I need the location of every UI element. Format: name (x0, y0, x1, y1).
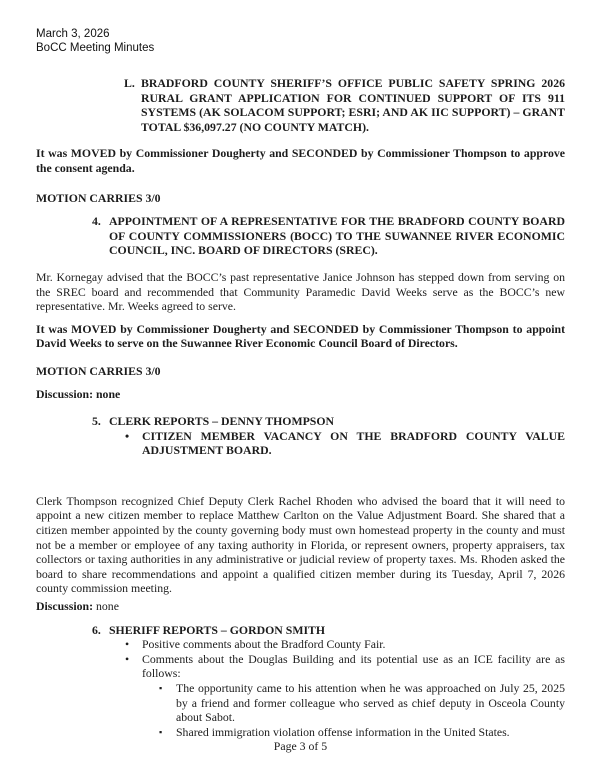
item-5-marker: 5. (92, 414, 101, 429)
item-4-motion-result: MOTION CARRIES 3/0 (36, 363, 161, 378)
discussion-label: Discussion: (36, 599, 94, 614)
document-header (36, 27, 565, 55)
item-5-discussion-line (36, 599, 565, 614)
item-l-text: BRADFORD COUNTY SHERIFF’S OFFICE PUBLIC SAFETY SPRING 2026 RURAL GRANT APPLICATION FOR CONTINUED SUPPORT OF ITS 911 SYSTEMS (AK SOLACOM SUPPORT; ESRI; AND AK IIC SUPPORT) – GRANT TOTAL $36,097.27 (NO COUNTY MATCH). (141, 76, 565, 134)
consent-motion-paragraph: It was MOVED by Commissioner Dougherty and SECONDED by Commissioner Thompson to approve the consent agenda. (36, 146, 565, 175)
square-bullet-icon: ▪ (159, 726, 163, 737)
item-5-title: CLERK REPORTS – DENNY THOMPSON (109, 414, 335, 429)
page-footer: Page 3 of 5 (273, 739, 328, 754)
agenda-item-4 (92, 214, 565, 258)
header-date: March 3, 2026 (36, 28, 110, 40)
paragraph-clerk-report: Clerk Thompson recognized Chief Deputy Clerk Rachel Rhoden who advised the board that it will need to appoint a new citizen member to replace Matthew Carlton on the Value Adjustment Board. She shared that a citizen member appointed by the county governing body must own homestead property in the county and must not be a member or employee of any taxing authority in Florida, or represent owners, property appraisers, tax collectors or taxing authorities in any administrative or judicial review of property taxes. Ms. Rhoden asked the board to share recommendations and appoint a qualified citizen member during its Tuesday, April 7, 2026 county commission meeting. (36, 493, 565, 596)
paragraph-kornegay: Mr. Kornegay advised that the BOCC’s past representative Janice Johnson has stepped down from serving on the SREC board and recommended that Community Paramedic David Weeks serve as the BOCC’s new representative. Mr. Weeks agreed to serve. (36, 269, 565, 314)
item-4-title: APPOINTMENT OF A REPRESENTATIVE FOR THE BRADFORD COUNTY BOARD OF COUNTY COMMISSIONERS (BOCC) TO THE SUWANNEE RIVER ECONOMIC COUNCIL, INC. BOARD OF DIRECTORS (SREC). (109, 214, 565, 258)
agenda-item-6 (92, 623, 565, 638)
item-6-title: SHERIFF REPORTS – GORDON SMITH (109, 622, 326, 637)
agenda-item-5 (92, 414, 565, 429)
bullet-icon: • (125, 651, 130, 666)
bullet-icon: • (125, 428, 130, 443)
item-6-marker: 6. (92, 622, 101, 637)
discussion-label: Discussion: (36, 386, 94, 401)
item-5-bullet-vacancy (125, 429, 565, 458)
bullet-icon: • (125, 637, 130, 652)
sub-bullet-opportunity-text: The opportunity came to his attention when he was approached on July 25, 2025 by a friend and former colleague who served as chief deputy in Osceola County about Sabot. (176, 681, 565, 725)
discussion-value: none (96, 599, 119, 614)
item-l-marker: L. (124, 76, 135, 90)
consent-motion-result: MOTION CARRIES 3/0 (36, 190, 161, 205)
item-4-marker: 4. (92, 214, 101, 229)
sub-bullet-opportunity (159, 681, 565, 725)
bullet-douglas-building (125, 652, 565, 681)
bullet-county-fair (125, 637, 565, 652)
header-title: BoCC Meeting Minutes (36, 42, 155, 54)
item-4-discussion-line (36, 387, 565, 402)
agenda-item-letter-l (124, 76, 565, 134)
item-5-bullet-text: CITIZEN MEMBER VACANCY ON THE BRADFORD COUNTY VALUE ADJUSTMENT BOARD. (142, 428, 565, 458)
sub-bullet-immigration-text: Shared immigration violation offense information in the United States. (176, 724, 510, 739)
sub-bullet-immigration (159, 725, 565, 740)
discussion-value: none (96, 386, 121, 401)
bullet-douglas-building-text: Comments about the Douglas Building and its potential use as an ICE facility are as follows: (142, 651, 565, 681)
item-4-motion-paragraph: It was MOVED by Commissioner Dougherty and SECONDED by Commissioner Thompson to appoint David Weeks to serve on the Suwannee River Economic Council Board of Directors. (36, 321, 565, 351)
bullet-county-fair-text: Positive comments about the Bradford County Fair. (142, 637, 386, 652)
square-bullet-icon: ▪ (159, 683, 163, 693)
